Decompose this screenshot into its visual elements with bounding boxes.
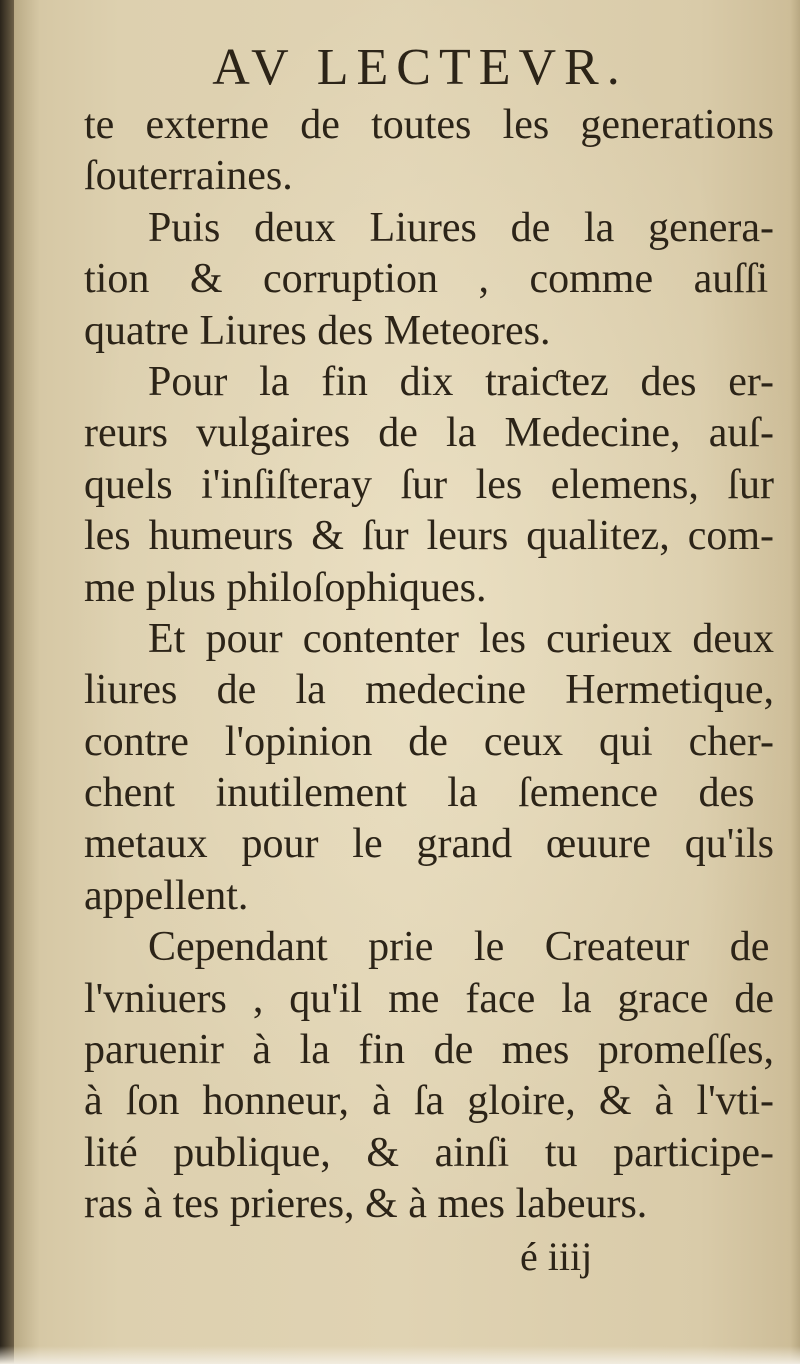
text-line: me plus philoſophiques. <box>84 564 487 611</box>
page-bottom-edge <box>0 1346 800 1364</box>
text-line: tion & corruption , comme auſſi <box>84 256 769 303</box>
text-line: appellent. <box>84 872 249 919</box>
text-line: ſouterraines. <box>84 153 293 200</box>
running-header <box>0 36 800 100</box>
text-line: reurs vulgaires de la Medecine, auſ- <box>84 410 774 457</box>
text-line: ras à tes prieres, & à mes labeurs. <box>84 1181 648 1228</box>
text-line: quels i'inſiſteray ſur les elemens, ſur <box>84 461 774 508</box>
text-line: à ſon honneur, à ſa gloire, & à l'vti- <box>84 1078 774 1125</box>
text-line: quatre Liures des Meteores. <box>84 307 551 354</box>
text-line: l'vniuers , qu'il me face la grace de <box>84 975 774 1022</box>
text-line: les humeurs & ſur leurs qualitez, com- <box>84 513 774 560</box>
text-line: metaux pour le grand œuure qu'ils <box>84 821 774 868</box>
body-text <box>84 100 774 1231</box>
running-header-text: AV LECTEVR. <box>212 39 628 96</box>
text-line: liures de la medecine Hermetique, <box>84 667 774 714</box>
text-line: contre l'opinion de ceux qui cher- <box>84 718 774 765</box>
text-line: chent inutilement la ſemence des <box>84 770 755 817</box>
text-line: lité publique, & ainſi tu participe- <box>84 1129 774 1176</box>
text-line: Puis deux Liures de la genera- <box>148 204 774 251</box>
text-line: paruenir à la fin de mes promeſſes, <box>84 1027 774 1074</box>
text-line: te externe de toutes les generations <box>84 102 774 148</box>
signature-mark: é iiij <box>520 1234 593 1279</box>
text-line: Cependant prie le Createur de <box>148 924 770 971</box>
text-line: Et pour contenter les curieux deux <box>148 615 774 662</box>
text-line: Pour la fin dix traiƈtez des er- <box>148 358 774 405</box>
